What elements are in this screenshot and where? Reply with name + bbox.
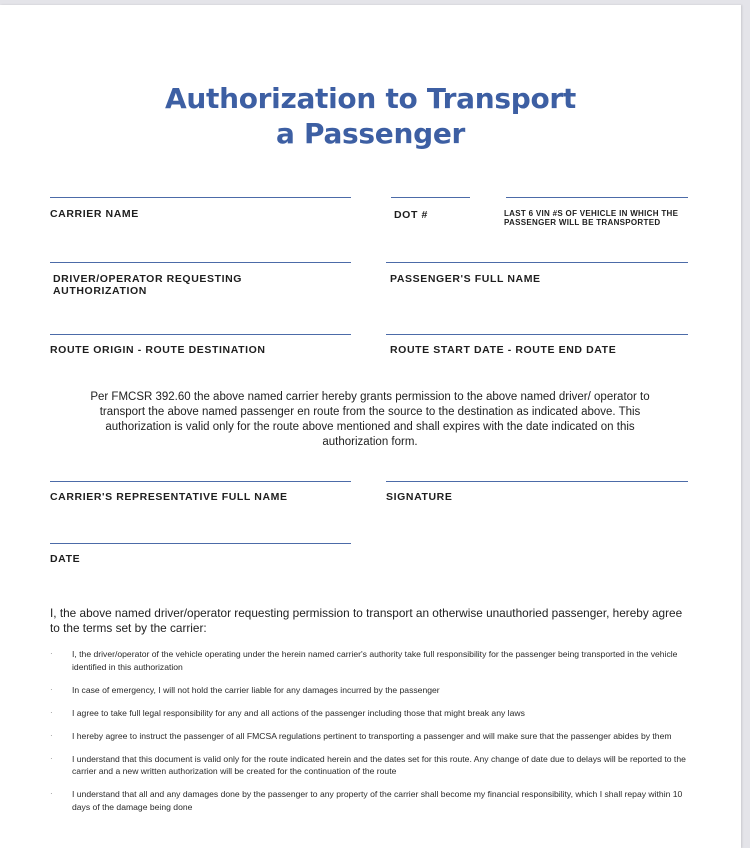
term-item [50,707,690,720]
terms-list [50,648,690,824]
term-text: I hereby agree to instruct the passenger of all FMCSA regulations pertinent to transporting a passenger and will make sure that the passenger abides by them [72,730,672,741]
passenger-name-line[interactable] [386,262,688,263]
term-item [50,648,690,673]
route-origin-destination-label: ROUTE ORIGIN - ROUTE DESTINATION [50,344,266,356]
bullet-icon: · [50,649,53,658]
carrier-name-line[interactable] [50,197,351,198]
term-item [50,730,690,743]
vin-line[interactable] [506,197,688,198]
dot-number-line[interactable] [391,197,470,198]
bullet-icon: · [50,730,53,740]
bullet-icon: · [50,753,53,763]
vin-label-line-2: PASSENGER WILL BE TRANSPORTED [504,218,661,227]
passenger-name-label: PASSENGER'S FULL NAME [390,273,541,285]
term-text: I understand that this document is valid only for the route indicated herein and the dates set for this route. Any change of date due to delays will be reported to the carrier and a new written authorization will be created for the continuation of the route [72,753,686,776]
driver-operator-label-line-1: DRIVER/OPERATOR REQUESTING [53,273,243,285]
term-item [50,684,690,697]
title-line-2: a Passenger [275,117,466,150]
driver-operator-line[interactable] [50,262,351,263]
term-text: I, the driver/operator of the vehicle operating under the herein named carrier's authority take full responsibility for the passenger being transported in the vehicle identified in this authorization [72,649,678,672]
route-dates-label: ROUTE START DATE - ROUTE END DATE [390,344,617,356]
signature-line[interactable] [386,481,688,482]
vin-label [504,209,678,227]
vin-label-line-1: LAST 6 VIN #S OF VEHICLE IN WHICH THE [504,209,679,218]
carrier-name-label: CARRIER NAME [50,208,139,220]
authorization-notice: Per FMCSR 392.60 the above named carrier hereby grants permission to the above named driver/ operator to transport the above named passenger en route from the source to the destination as indicated above. This authorization is valid only for the route above mentioned and shall expires with the date indicated on this authorization form. [90,391,650,448]
carrier-rep-name-line[interactable] [50,481,351,482]
term-text: In case of emergency, I will not hold the carrier liable for any damages incurred by the passenger [72,684,440,695]
document-page [0,5,741,848]
route-origin-destination-line[interactable] [50,334,351,335]
term-text: I understand that all and any damages done by the passenger to any property of the carrier shall become my financial responsibility, which I shall repay within 10 days of the damage being done [72,789,683,812]
route-dates-line[interactable] [386,334,688,335]
driver-operator-label [53,273,242,297]
term-item [50,753,690,778]
carrier-rep-name-label: CARRIER'S REPRESENTATIVE FULL NAME [50,491,288,503]
dot-number-label: DOT # [394,209,428,221]
agreement-intro: I, the above named driver/operator requesting permission to transport an otherwise unauthoried passenger, hereby agree to the terms set by the carrier: [50,606,683,635]
bullet-icon: · [50,684,53,694]
date-label: DATE [50,553,81,565]
date-line[interactable] [50,543,351,544]
signature-label: SIGNATURE [386,491,453,503]
page-title [0,81,741,151]
term-text: I agree to take full legal responsibility for any and all actions of the passenger including those that might break any laws [72,707,525,718]
bullet-icon: · [50,789,53,798]
title-line-1: Authorization to Transport [164,82,577,115]
term-item [50,788,690,813]
driver-operator-label-line-2: AUTHORIZATION [53,285,147,297]
bullet-icon: · [50,707,53,717]
